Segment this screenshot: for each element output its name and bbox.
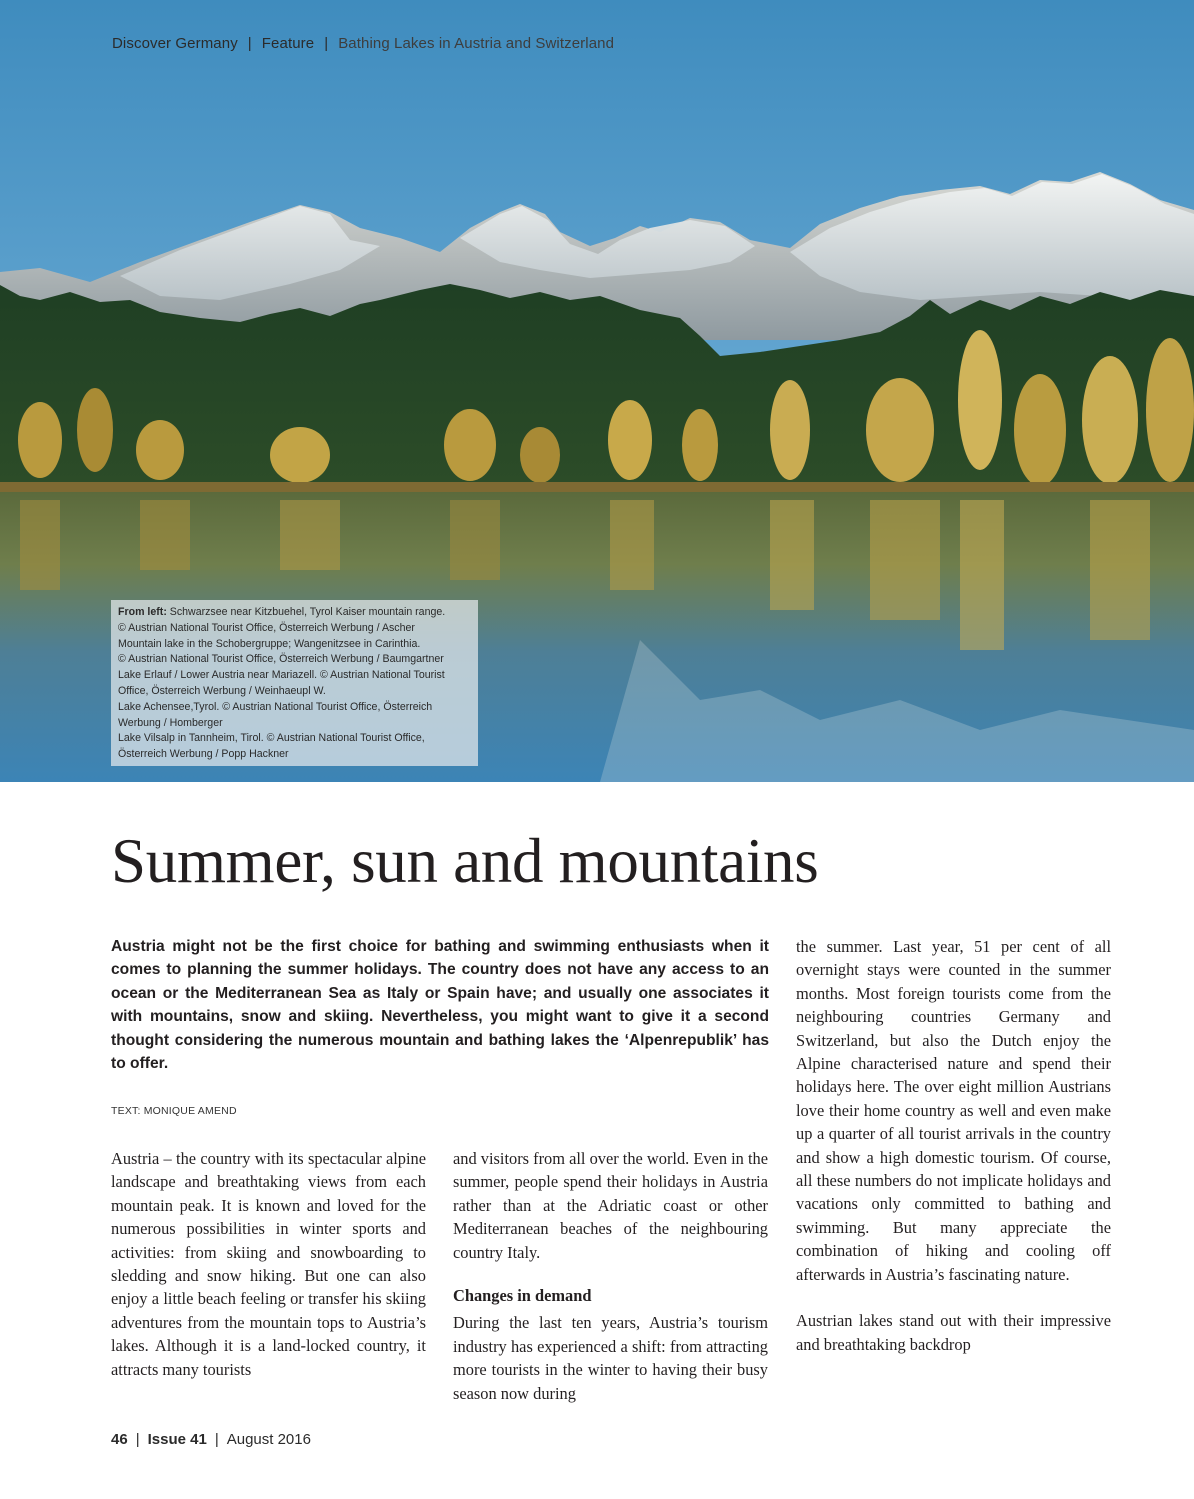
shoreline — [0, 482, 1194, 492]
caption-line: Werbung / Homberger — [118, 716, 223, 729]
separator: | — [214, 1431, 219, 1448]
body-paragraph: Austria – the country with its spectacular alpine landscape and breathtaking views from each mountain peak. It is known and loved for the numerous possibilities in winter sports and activities: from skiing and snowboarding to sledding and snow hiking. But one can also enjoy a little beach feeling or transfer his skiing adventures from the mountain tops to Austria’s lakes. Although it is a land-locked country, it attracts many tourists — [111, 1149, 426, 1379]
separator: | — [135, 1431, 140, 1448]
caption-line: Lake Vilsalp in Tannheim, Tirol. © Austrian National Tourist Office, — [118, 732, 425, 745]
separator: | — [247, 35, 252, 52]
article-byline: TEXT: MONIQUE AMEND — [111, 1105, 237, 1117]
separator: | — [324, 35, 329, 52]
body-paragraph: the summer. Last year, 51 per cent of all overnight stays were counted in the summer months. Most foreign tourists come from the neighbouring countries Germany and Switzerland, but also the Dutch enjoy the Alpine characterised nature and spend their holidays here. The over eight million Austrians love their home country as well and even make up a quarter of all tourist arrivals in the country and show a high domestic tourism. Of course, all these numbers do not implicate holidays and vacations only committed to bathing and swimming. But many appreciate the combination of hiking and cooling off afterwards in Austria’s fascinating nature. — [796, 937, 1111, 1284]
body-paragraph: and visitors from all over the world. Even in the summer, people spend their holidays in Austria rather than at the Adriatic coast or other Mediterranean beaches of the neighbouring country Italy. — [453, 1149, 768, 1262]
body-column-1 — [111, 1147, 426, 1381]
body-column-2 — [453, 1147, 768, 1405]
caption-line: Österreich Werbung / Popp Hackner — [118, 748, 289, 761]
page-footer — [111, 1431, 311, 1448]
caption-line: Office, Österreich Werbung / Weinhaeupl W. — [118, 684, 326, 697]
page-number: 46 — [111, 1431, 128, 1448]
caption-line: Lake Erlauf / Lower Austria near Mariazell. © Austrian National Tourist — [118, 669, 445, 682]
body-paragraph: During the last ten years, Austria’s tourism industry has experienced a shift: from attracting more tourists in the winter to having their busy season now during — [453, 1313, 768, 1403]
body-paragraph: Austrian lakes stand out with their impressive and breathtaking backdrop — [796, 1311, 1111, 1354]
caption-line: Lake Achensee,Tyrol. © Austrian National Tourist Office, Österreich — [118, 700, 433, 713]
section-subhead: Changes in demand — [453, 1286, 592, 1306]
caption-line: Mountain lake in the Schobergruppe; Wangenitzsee in Carinthia. — [118, 637, 421, 650]
caption-line: From left: Schwarzsee near Kitzbuehel, Tyrol Kaiser mountain range. — [118, 606, 446, 618]
caption-line: © Austrian National Tourist Office, Österreich Werbung / Baumgartner — [118, 653, 444, 666]
article-headline: Summer, sun and mountains — [111, 826, 819, 896]
magazine-name: Discover Germany — [112, 35, 238, 52]
section-name: Feature — [261, 35, 315, 52]
topic-name: Bathing Lakes in Austria and Switzerland — [338, 35, 615, 52]
article-standfirst: Austria might not be the first choice for bathing and swimming enthusiasts when it comes to planning the summer holidays. The country does not have any access to an ocean or the Mediterranean Sea as Italy or Spain have; and usually one associates it with mountains, snow and skiing. Nevertheless, you might want to give it a second thought considering the numerous mountain and bathing lakes the ‘Alpenrepublik’ has to offer. — [111, 938, 769, 1073]
running-head — [112, 35, 614, 52]
body-column-3 — [796, 935, 1111, 1356]
caption-lead: From left: — [118, 606, 167, 618]
issue-number: Issue 41 — [147, 1431, 207, 1448]
photo-caption — [111, 600, 478, 766]
paragraph-gap — [796, 1286, 1111, 1309]
issue-date: August 2016 — [226, 1431, 311, 1448]
caption-line: © Austrian National Tourist Office, Österreich Werbung / Ascher — [118, 621, 415, 634]
